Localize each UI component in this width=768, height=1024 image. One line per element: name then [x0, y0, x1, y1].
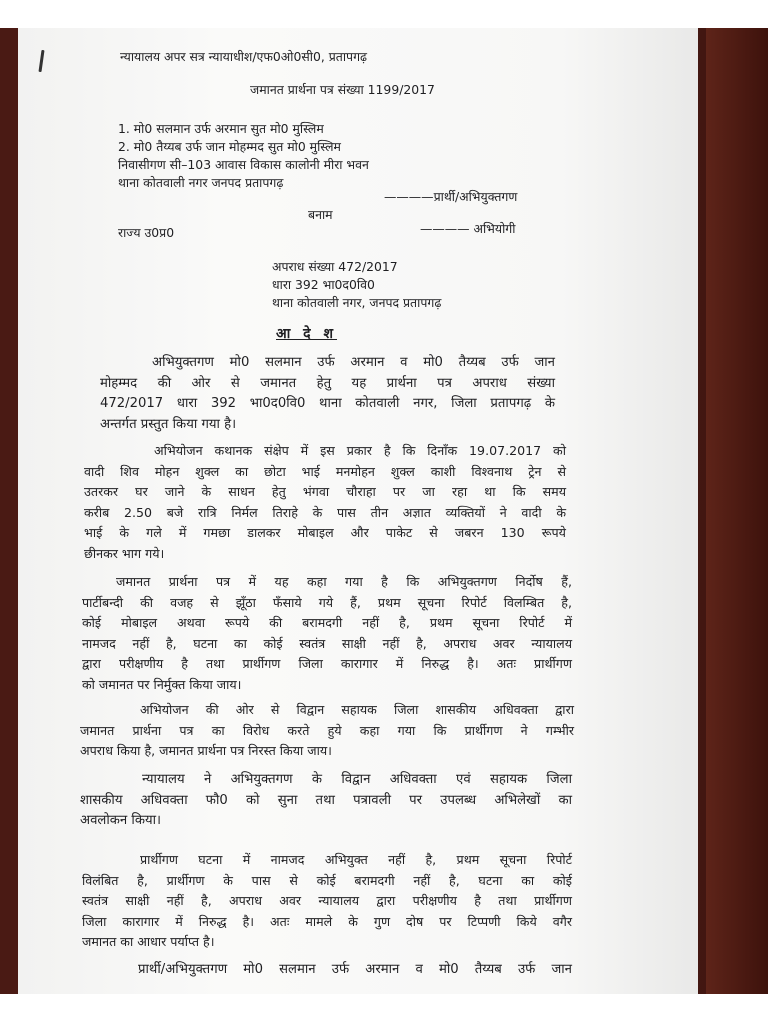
paragraph-line: करीब 2.50 बजे रात्रि निर्मल तिराहे के पास तीन अज्ञात व्यक्तियों ने वादी के: [84, 504, 566, 520]
respondent: राज्य उ0प्र0: [118, 225, 175, 240]
paragraph-line: पार्टीबन्दी की वजह से झूँठा फँसाये गये हैं, प्रथम सूचना रिपोर्ट विलम्बित है,: [82, 594, 572, 610]
court-name: न्यायालय अपर सत्र न्यायाधीश/एफ0ओ0सी0, प्रतापगढ़: [120, 49, 368, 64]
paragraph-line: भाई के गले में गमछा डालकर मोबाइल और पाकेट से जबरन 130 रूपये: [84, 525, 566, 541]
paragraph-line: मोहम्मद की ओर से जमानत हेतु यह प्रार्थना पत्र अपराध संख्या: [100, 375, 555, 391]
paragraph-line: कोई मोबाइल अथवा रूपये की बरामदगी नहीं है, प्रथम सूचना रिपोर्ट में: [82, 615, 572, 631]
paragraph-line: प्रार्थी/अभियुक्तगण मो0 सलमान उर्फ अरमान व मो0 तैय्यब उर्फ जान: [138, 962, 572, 977]
paragraph-line: को जमानत पर निर्मुक्त किया जाय।: [82, 676, 242, 692]
paragraph-line: न्यायालय ने अभियुक्तगण के विद्वान अधिवक्ता एवं सहायक जिला: [142, 772, 572, 787]
order-paragraph-4: [80, 700, 574, 762]
paragraph-line: विलंबित है, प्रार्थीगण के पास से कोई बरामदगी नहीं है, घटना का कोई: [82, 872, 572, 888]
order-heading: आ दे श: [276, 326, 338, 342]
paragraph-line: स्वतंत्र साक्षी नहीं है, अपराध अवर न्यायालय द्वारा परीक्षणीय है तथा प्रार्थीगण: [82, 893, 572, 909]
applicant-role: ————प्रार्थी/अभियुक्तगण: [384, 189, 518, 204]
paragraph-line: 472/2017 धारा 392 भा0द0वि0 थाना कोतवाली नगर, जिला प्रतापगढ़ के: [100, 396, 555, 412]
paragraph-line: उतरकर घर जाने के साधन हेतु भंगवा चौराहा पर जा रहा था कि समय: [84, 484, 566, 500]
paragraph-line: अभियुक्तगण मो0 सलमान उर्फ अरमान व मो0 तैय्यब उर्फ जान: [152, 355, 555, 370]
document-page: [18, 28, 698, 994]
paragraph-line: वादी शिव मोहन शुक्ल का छोटा भाई मनमोहन शुक्ल काशी विश्वनाथ ट्रेन से: [84, 463, 566, 479]
pen-mark: [38, 50, 44, 72]
paragraph-line: अभियोजन कथानक संक्षेप में इस प्रकार है कि दिनाँक 19.07.2017 को: [154, 443, 566, 458]
respondent-role: ———— अभियोगी: [420, 221, 516, 236]
paragraph-line: छीनकर भाग गये।: [84, 545, 165, 561]
order-paragraph-3: [82, 572, 572, 696]
wooden-table-edge: [706, 28, 768, 994]
paragraph-line: प्रार्थीगण घटना में नामजद अभियुक्त नहीं है, प्रथम सूचना रिपोर्ट: [140, 852, 572, 867]
applicant-police-station: थाना कोतवाली नगर जनपद प्रतापगढ़: [118, 175, 284, 190]
order-paragraph-2: [84, 441, 566, 565]
paragraph-line: जिला कारागार में निरुद्ध है। अतः मामले के गुण दोष पर टिप्पणी किये वगैर: [82, 913, 572, 929]
order-paragraph-1: [100, 353, 555, 435]
paragraph-line: द्वारा परीक्षणीय है तथा प्रार्थीगण जिला कारागार में निरुद्ध है। अतः प्रार्थीगण: [82, 656, 572, 672]
paragraph-line: अभियोजन की ओर से विद्वान सहायक जिला शासकीय अधिवक्ता द्वारा: [140, 702, 574, 717]
case-title: जमानत प्रार्थना पत्र संख्या 1199/2017: [250, 82, 435, 97]
crime-number: अपराध संख्या 472/2017: [272, 259, 398, 274]
order-paragraph-5: [80, 770, 572, 832]
applicant-1: 1. मो0 सलमान उर्फ अरमान सुत मो0 मुस्लिम: [118, 121, 324, 136]
order-paragraph-7: [82, 960, 572, 981]
paragraph-line: जमानत प्रार्थना पत्र का विरोध करते हुये कहा गया कि प्रार्थीगण ने गम्भीर: [80, 722, 574, 738]
order-paragraph-6: [82, 850, 572, 953]
paragraph-line: जमानत का आधार पर्याप्त है।: [82, 934, 215, 950]
applicant-2: 2. मो0 तैय्यब उर्फ जान मोहम्मद सुत मो0 मुस्लिम: [118, 139, 341, 154]
paragraph-line: शासकीय अधिवक्ता फौ0 को सुना तथा पत्रावली पर उपलब्ध अभिलेखों का: [80, 792, 572, 808]
paragraph-line: जमानत प्रार्थना पत्र में यह कहा गया है कि अभियुक्तगण निर्दोष हैं,: [116, 574, 572, 589]
paragraph-line: नामजद नहीं है, घटना का कोई स्वतंत्र साक्षी नहीं है, अपराध अवर न्यायालय: [82, 635, 572, 651]
paragraph-line: अवलोकन किया।: [80, 813, 162, 829]
penal-section: धारा 392 भा0द0वि0: [272, 277, 375, 292]
paragraph-line: अन्तर्गत प्रस्तुत किया गया है।: [100, 416, 237, 432]
applicant-residence: निवासीगण सी–103 आवास विकास कालोनी मीरा भवन: [118, 157, 369, 172]
police-station-line: थाना कोतवाली नगर, जनपद प्रतापगढ़: [272, 295, 442, 310]
versus: बनाम: [308, 207, 333, 222]
paragraph-line: अपराध किया है, जमानत प्रार्थना पत्र निरस्त किया जाय।: [80, 743, 332, 759]
